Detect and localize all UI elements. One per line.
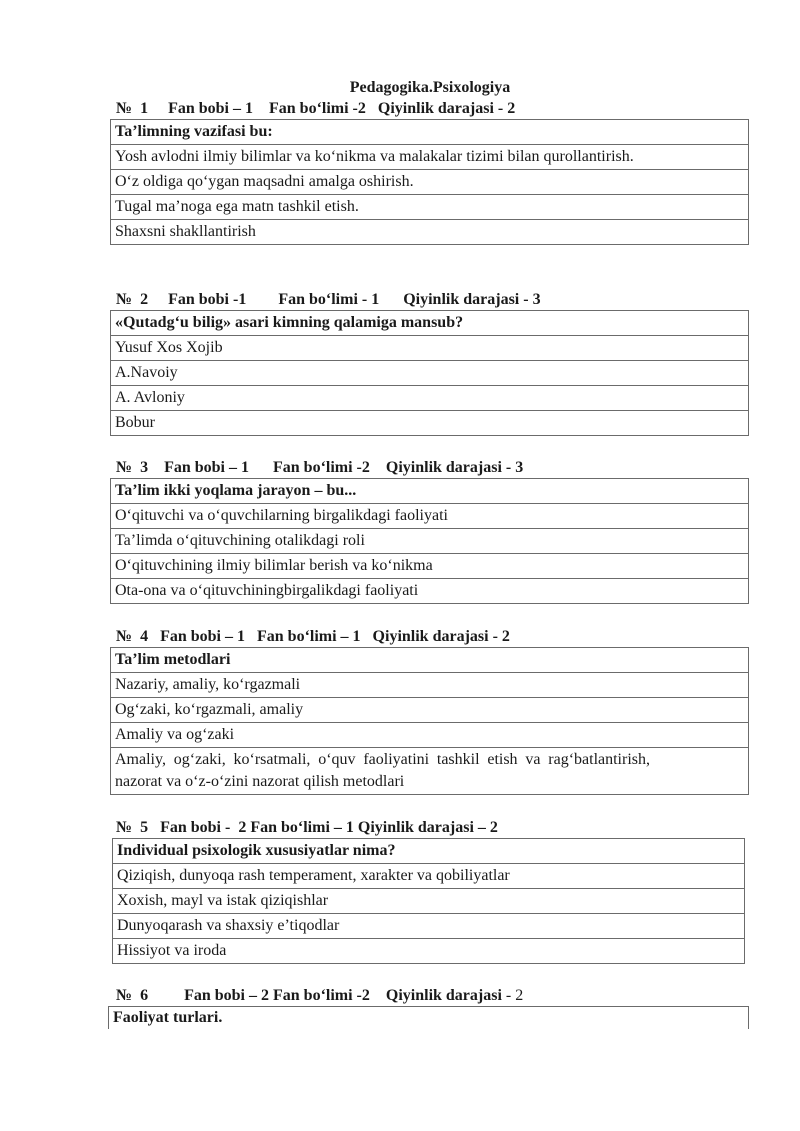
answer-option: Yusuf Xos Xojib [111,336,749,361]
question-table-2 [110,310,749,436]
answer-option: Ta’limda o‘qituvchining otalikdagi roli [111,529,749,554]
question-text-2: «Qutadg‘u bilig» asari kimning qalamiga mansub? [111,311,749,336]
question-header-6: № 6 Fan bobi – 2 Fan bo‘limi -2 Qiyinlik darajasi - 2 [116,987,524,1004]
answer-option: Amaliy va og‘zaki [111,723,749,748]
question-block-4 [110,627,749,795]
answer-option: O‘qituvchining ilmiy bilimlar berish va ko‘nikma [111,554,749,579]
question-header-3: № 3 Fan bobi – 1 Fan bo‘limi -2 Qiyinlik darajasi - 3 [116,459,524,476]
answer-option: Ota-ona va o‘qituvchiningbirgalikdagi faoliyati [111,579,749,604]
question-text-6: Faoliyat turlari. [113,1009,223,1026]
question-text-3: Ta’lim ikki yoqlama jarayon – bu... [111,479,749,504]
answer-option: Shaxsni shakllantirish [111,220,749,245]
answer-option: Hissiyot va iroda [113,939,745,964]
answer-option: A. Avloniy [111,386,749,411]
document-title: Pedagogika.Psixologiya [349,79,511,96]
question-table-4 [110,647,749,795]
question-block-1 [110,99,749,245]
question-block-2 [110,290,749,436]
question-table-6 [108,1006,749,1029]
question-header-1: № 1 Fan bobi – 1 Fan bo‘limi -2 Qiyinlik darajasi - 2 [116,100,516,117]
answer-option: Dunyoqarash va shaxsiy e’tiqodlar [113,914,745,939]
question-header-5: № 5 Fan bobi - 2 Fan bo‘limi – 1 Qiyinlik darajasi – 2 [116,819,498,836]
answer-option: A.Navoiy [111,361,749,386]
answer-option: Nazariy, amaliy, ko‘rgazmali [111,673,749,698]
answer-option: Yosh avlodni ilmiy bilimlar va ko‘nikma va malakalar tizimi bilan qurollantirish. [111,145,749,170]
question-text-1: Ta’limning vazifasi bu: [111,120,749,145]
answer-option: Og‘zaki, ko‘rgazmali, amaliy [111,698,749,723]
answer-option: Tugal ma’noga ega matn tashkil etish. [111,195,749,220]
answer-option: Xoxish, mayl va istak qiziqishlar [113,889,745,914]
question-block-3 [110,458,749,604]
question-text-4: Ta’lim metodlari [111,648,749,673]
question-block-5 [112,818,745,964]
answer-option: Amaliy, og‘zaki, ko‘rsatmali, o‘quv faoliyatini tashkil etish va rag‘batlantirish, nazorat va o‘z-o‘zini nazorat qilish metodlari [111,748,749,795]
question-table-3 [110,478,749,604]
question-table-1 [110,119,749,245]
answer-option: O‘z oldiga qo‘ygan maqsadni amalga oshirish. [111,170,749,195]
answer-option: Qiziqish, dunyoqa rash temperament, xarakter va qobiliyatlar [113,864,745,889]
question-block-6 [108,986,749,1029]
question-header-2: № 2 Fan bobi -1 Fan bo‘limi - 1 Qiyinlik darajasi - 3 [116,291,541,308]
answer-option: O‘qituvchi va o‘quvchilarning birgalikdagi faoliyati [111,504,749,529]
answer-option: Bobur [111,411,749,436]
question-table-5 [112,838,745,964]
question-text-5: Individual psixologik xususiyatlar nima? [113,839,745,864]
question-header-4: № 4 Fan bobi – 1 Fan bo‘limi – 1 Qiyinlik darajasi - 2 [116,628,510,645]
